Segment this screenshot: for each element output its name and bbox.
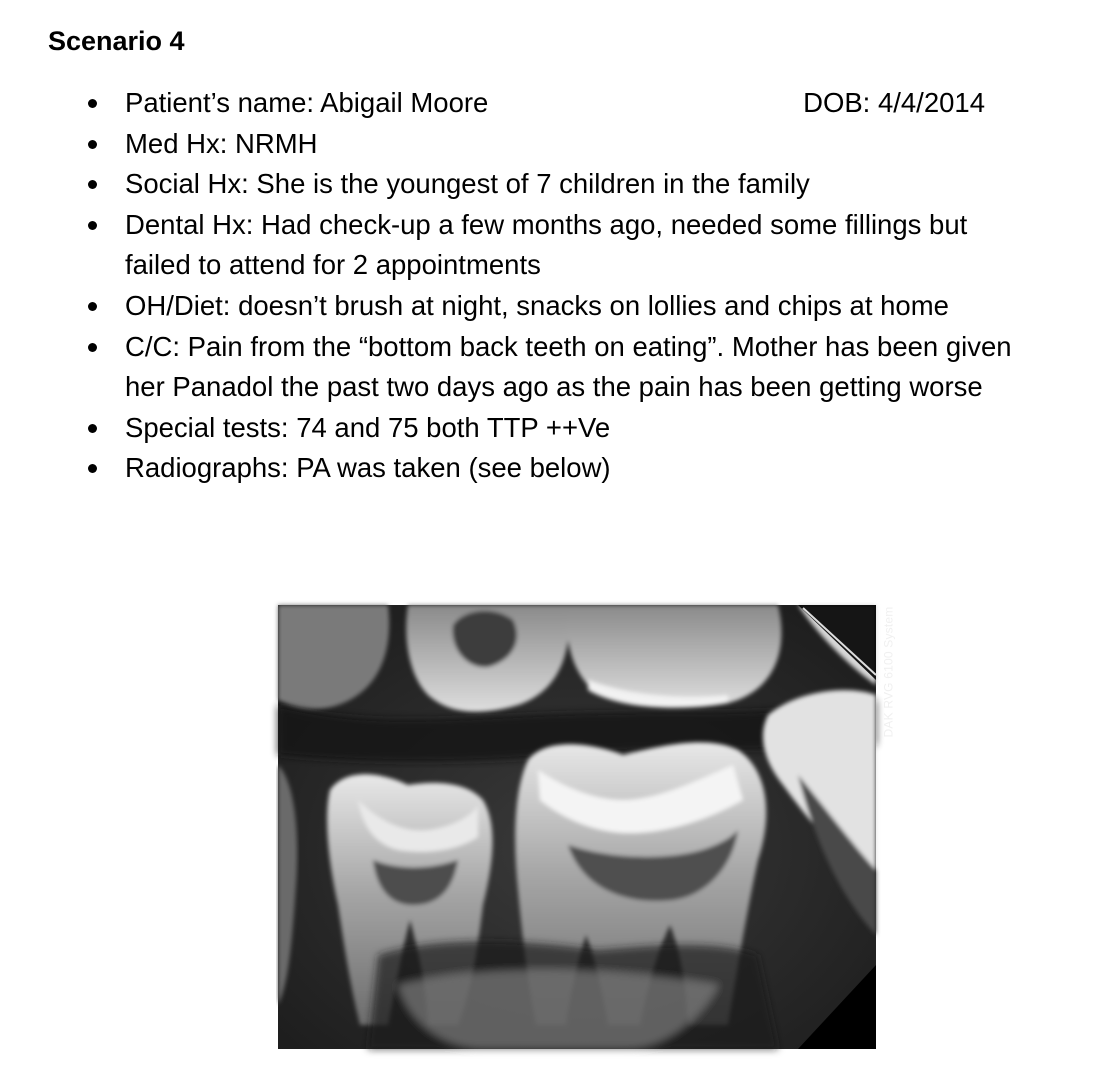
social-hx-text: Social Hx: She is the youngest of 7 children in the family bbox=[125, 168, 810, 200]
patient-dob: DOB: 4/4/2014 bbox=[803, 87, 985, 118]
scenario-title: Scenario 4 bbox=[48, 26, 185, 56]
bullet-icon bbox=[88, 343, 97, 352]
special-tests-item bbox=[0, 408, 1025, 449]
bullet-icon bbox=[88, 99, 97, 108]
social-hx-item bbox=[0, 164, 1025, 205]
bullet-icon bbox=[88, 424, 97, 433]
bullet-icon bbox=[88, 180, 97, 189]
med-hx-text: Med Hx: NRMH bbox=[125, 127, 318, 159]
case-details-list bbox=[0, 83, 1108, 489]
bullet-icon bbox=[88, 140, 97, 149]
bullet-icon bbox=[88, 464, 97, 473]
patient-info-item bbox=[0, 83, 1025, 124]
oh-diet-item bbox=[0, 286, 1025, 327]
dental-hx-text: Dental Hx: Had check-up a few months ago, needed some fillings but failed to attend for 2 appointments bbox=[125, 208, 968, 281]
chief-complaint-text: C/C: Pain from the “bottom back teeth on eating”. Mother has been given her Panadol the past two days ago as the pain has been getting worse bbox=[125, 330, 1012, 403]
special-tests-text: Special tests: 74 and 75 both TTP ++Ve bbox=[125, 411, 611, 443]
bullet-icon bbox=[88, 302, 97, 311]
radiographs-text: Radiographs: PA was taken (see below) bbox=[125, 452, 611, 484]
radiograph-drawing bbox=[278, 605, 876, 1049]
bullet-icon bbox=[88, 221, 97, 230]
med-hx-item bbox=[0, 124, 1025, 165]
radiograph-watermark: DAK RVG 6100 System bbox=[881, 606, 896, 738]
chief-complaint-item bbox=[0, 327, 1025, 408]
patient-name: Patient’s name: Abigail Moore bbox=[125, 87, 489, 118]
dental-hx-item bbox=[0, 205, 1025, 286]
radiographs-item bbox=[0, 448, 1025, 489]
oh-diet-text: OH/Diet: doesn’t brush at night, snacks on lollies and chips at home bbox=[125, 289, 949, 321]
radiograph-image bbox=[278, 605, 896, 1049]
